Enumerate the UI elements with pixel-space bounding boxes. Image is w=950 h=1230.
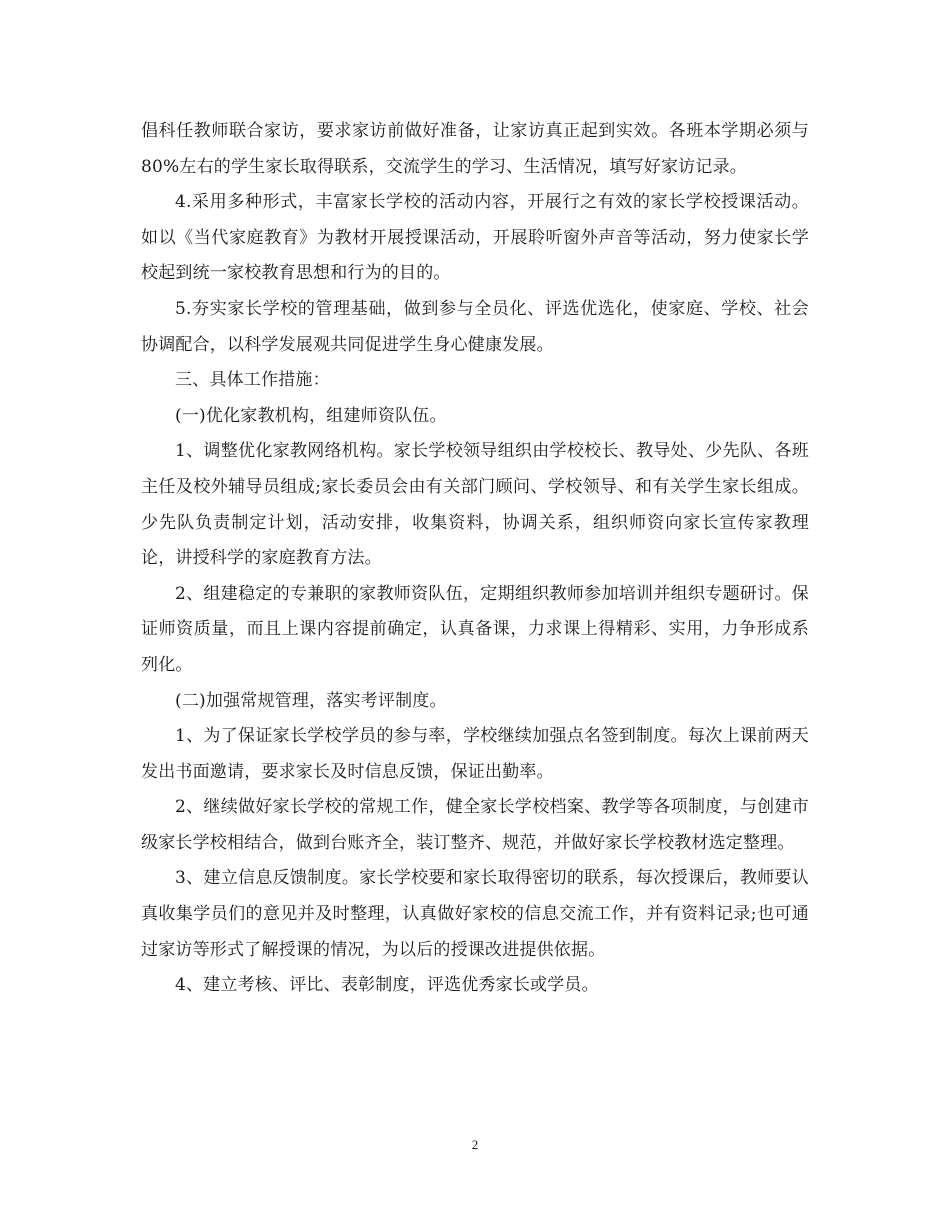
paragraph: 5.夯实家长学校的管理基础，做到参与全员化、评选优选化，使家庭、学校、社会协调配合，以科学发展观共同促进学生身心健康发展。	[141, 298, 809, 355]
paragraph: 3、建立信息反馈制度。家长学校要和家长取得密切的联系，每次授课后，教师要认真收集学员们的意见并及时整理，认真做好家校的信息交流工作，并有资料记录;也可通过家访等形式了解授课的情况，为以后的授课改进提供依据。	[141, 868, 809, 960]
paragraph-continuation: 倡科任教师联合家访，要求家访前做好准备，让家访真正起到实效。各班本学期必须与80%左右的学生家长取得联系，交流学生的学习、生活情况，填写好家访记录。	[141, 121, 809, 177]
paragraph: 1、为了保证家长学校学员的参与率，学校继续加强点名签到制度。每次上课前两天发出书面邀请，要求家长及时信息反馈，保证出勤率。	[141, 726, 809, 782]
paragraph: 4、建立考核、评比、表彰制度，评选优秀家长或学员。	[175, 975, 599, 996]
paragraph: 2、继续做好家长学校的常规工作，健全家长学校档案、教学等各项制度，与创建市级家长学校相结合，做到台账齐全，装订整齐、规范，并做好家长学校教材选定整理。	[141, 797, 809, 853]
page-number: 2	[471, 1137, 479, 1152]
paragraph: 4.采用多种形式，丰富家长学校的活动内容，开展行之有效的家长学校授课活动。如以《当代家庭教育》为教材开展授课活动，开展聆听窗外声音等活动，努力使家长学校起到统一家校教育思想和行为的目的。	[141, 192, 809, 284]
paragraph: 1、调整优化家教网络机构。家长学校领导组织由学校校长、教导处、少先队、各班主任及校外辅导员组成;家长委员会由有关部门顾问、学校领导、和有关学生家长组成。少先队负责制定计划，活动安排，收集资料，协调关系，组织师资向家长宣传家教理论，讲授科学的家庭教育方法。	[141, 441, 809, 569]
section-heading: 三、具体工作措施：	[175, 370, 330, 391]
subsection-heading: (二)加强常规管理，落实考评制度。	[175, 690, 447, 711]
subsection-heading: (一)优化家教机构，组建师资队伍。	[175, 405, 447, 426]
body-text	[141, 114, 809, 1004]
paragraph: 2、组建稳定的专兼职的家教师资队伍，定期组织教师参加培训并组织专题研讨。保证师资质量，而且上课内容提前确定，认真备课，力求课上得精彩、实用，力争形成系列化。	[141, 583, 809, 675]
